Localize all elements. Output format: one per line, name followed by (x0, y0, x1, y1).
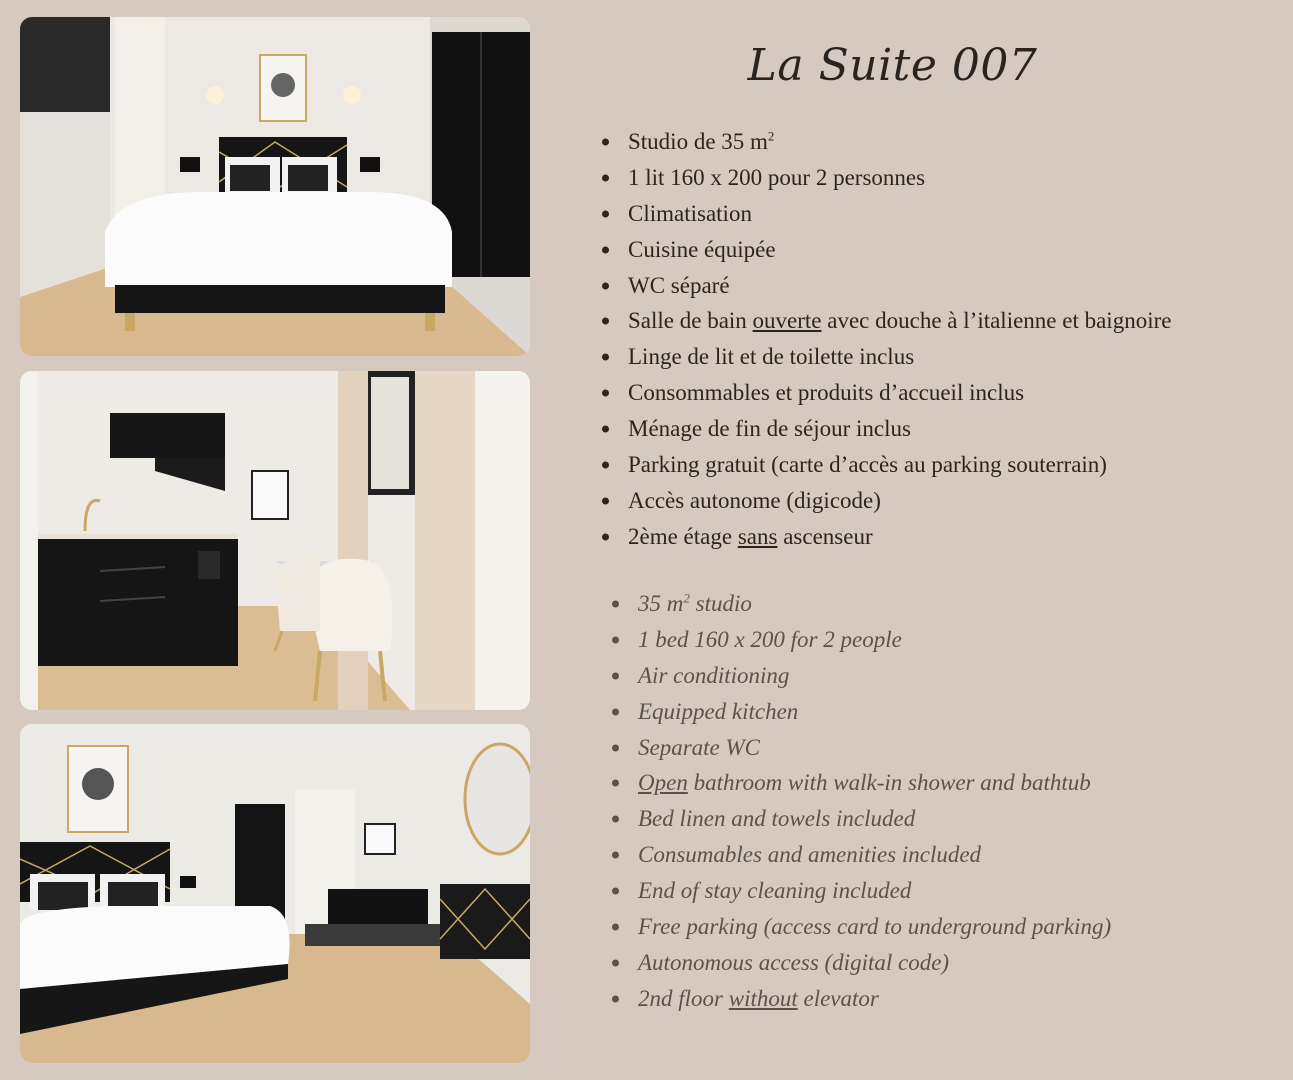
feature-item (612, 586, 1111, 622)
underlined-text: without (728, 985, 798, 1011)
feature-text: 35 m (638, 591, 684, 616)
underlined-text: sans (737, 523, 778, 549)
feature-text: studio (689, 591, 752, 616)
feature-item (602, 447, 1171, 483)
feature-text: End of stay cleaning included (638, 878, 912, 904)
features-list-fr (602, 124, 1171, 555)
feature-item (612, 694, 1111, 730)
feature-text: Salle de bain (628, 308, 753, 334)
feature-text: avec douche à l’italienne et baignoire (821, 308, 1172, 334)
feature-item (602, 411, 1171, 447)
feature-text: 2nd floor (638, 985, 729, 1011)
feature-text: 1 bed 160 x 200 for 2 people (638, 626, 902, 652)
feature-item (612, 873, 1111, 909)
feature-text: Ménage de fin de séjour inclus (628, 416, 911, 442)
feature-text: Autonomous access (digital code) (638, 949, 950, 975)
feature-text: Equipped kitchen (638, 698, 799, 724)
feature-item (612, 981, 1111, 1017)
underlined-text: Open (638, 770, 688, 796)
feature-text: Studio de 35 m (628, 129, 768, 154)
feature-item (602, 160, 1171, 196)
page-title: La Suite 007 (747, 40, 1038, 91)
feature-item (612, 945, 1111, 981)
feature-item (612, 658, 1111, 694)
feature-text: Consumables and amenities included (638, 842, 982, 868)
feature-item (602, 303, 1171, 339)
feature-text: bathroom with walk-in shower and bathtub (687, 770, 1091, 796)
underlined-text: ouverte (752, 308, 822, 334)
feature-text: Linge de lit et de toilette inclus (628, 344, 915, 370)
kitchen-photo (20, 371, 530, 710)
feature-text: Separate WC (638, 734, 761, 760)
feature-item (602, 519, 1171, 555)
feature-item (602, 232, 1171, 268)
feature-item (612, 909, 1111, 945)
feature-item (602, 375, 1171, 411)
features-list-en (612, 586, 1111, 1017)
feature-text: WC séparé (628, 272, 730, 298)
feature-item (602, 268, 1171, 304)
feature-item (612, 622, 1111, 658)
feature-text: Free parking (access card to underground parking) (638, 914, 1112, 940)
feature-text: Parking gratuit (carte d’accès au parking souterrain) (628, 452, 1107, 478)
feature-text: ascenseur (777, 523, 873, 549)
feature-item (602, 196, 1171, 232)
superscript-text: 2 (683, 590, 690, 606)
feature-item (602, 124, 1171, 160)
feature-text: Cuisine équipée (628, 236, 776, 262)
feature-item (602, 339, 1171, 375)
feature-text: Bed linen and towels included (638, 806, 916, 832)
feature-text: Accès autonome (digicode) (628, 487, 881, 513)
feature-text: Consommables et produits d’accueil inclus (628, 380, 1025, 406)
feature-text: elevator (797, 985, 879, 1011)
feature-text: 1 lit 160 x 200 pour 2 personnes (628, 164, 926, 190)
feature-text: 2ème étage (628, 523, 738, 549)
feature-item (612, 837, 1111, 873)
feature-text: Climatisation (628, 200, 752, 226)
feature-item (602, 483, 1171, 519)
feature-item (612, 730, 1111, 766)
feature-item (612, 801, 1111, 837)
feature-text: Air conditioning (638, 662, 790, 688)
bathroom-bedroom-photo (20, 724, 530, 1063)
feature-item (612, 765, 1111, 801)
superscript-text: 2 (767, 128, 775, 144)
bedroom-photo (20, 17, 530, 356)
